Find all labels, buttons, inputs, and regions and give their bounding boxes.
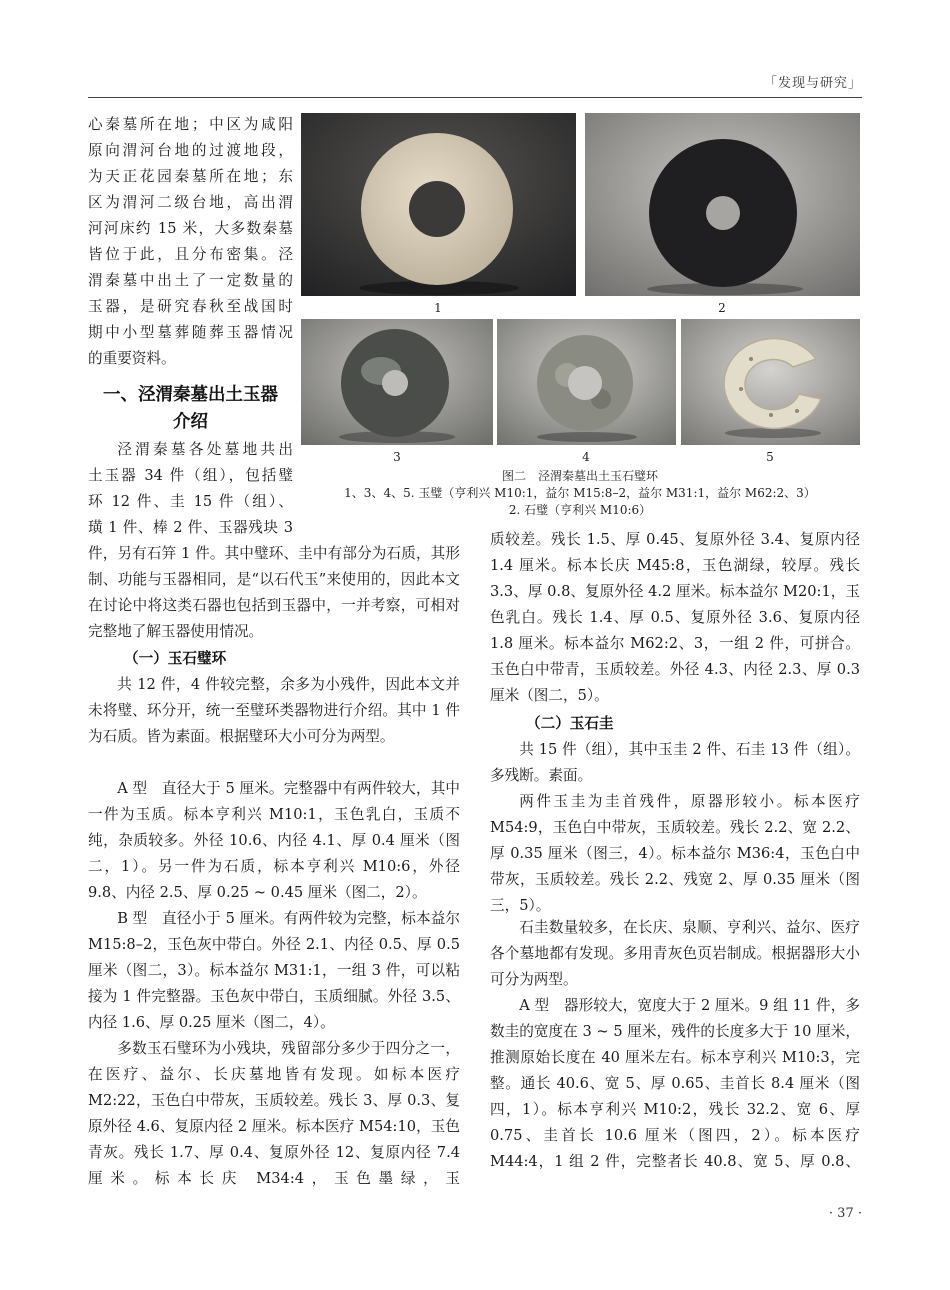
text-line: 期中小型墓葬随葬玉器情况 bbox=[88, 324, 293, 341]
figure-number-3: 3 bbox=[393, 450, 401, 464]
figure-number-4: 4 bbox=[582, 450, 590, 464]
text-line: 玉器，是研究春秋至战国时 bbox=[88, 298, 293, 315]
text-line: 环 12 件、圭 15 件（组）、 bbox=[88, 493, 293, 510]
header-section-label: 「发现与研究」 bbox=[763, 76, 862, 91]
text-line: 为天正花园秦墓所在地；东 bbox=[88, 168, 293, 185]
paragraph-8: 两件玉圭为圭首残件，原器形较小。标本医疗 M54:9，玉色白中带灰，玉质较差。残长 2.2、宽 2.2、厚 0.35 厘米（图三，4）。标本益尔 M36:4，玉色白中带灰，玉质较差。残长 2.2、残宽 2、厚 0.35 厘米（图三，5）。 bbox=[490, 793, 860, 914]
paragraph-3-type-a: A 型 直径大于 5 厘米。完整器中有两件较大，其中一件为玉质。标本亨利兴 M10:1，玉色乳白，玉质不纯，杂质较多。外径 10.6、内径 4.1、厚 0.4 厘米（图二，1）。另一件为石质，标本亨利兴 M10:6，外径 9.8、内径 2.5、厚 0.25 ~ 0.45 厘米（图二，2）。 bbox=[88, 780, 460, 901]
section-heading-line2: 介绍 bbox=[173, 412, 208, 432]
section-heading-line1: 一、泾渭秦墓出土玉器 bbox=[103, 385, 278, 405]
paragraph-4-type-b: B 型 直径小于 5 厘米。有两件较为完整，标本益尔 M15:8–2，玉色灰中带白。外径 2.1、内径 0.5、厚 0.5 厘米（图二，3）。标本益尔 M31:1，一组 3 件，可以粘接为 1 件完整器。玉色灰中带白，玉质细腻。外径 3.5、内径 1.6、厚 0.25 厘米（图二，4）。 bbox=[88, 910, 460, 1031]
photo-stone-bi-2 bbox=[585, 113, 860, 296]
subsection-heading-gui: （二）玉石圭 bbox=[526, 715, 614, 732]
text-line: 渭秦墓中出土了一定数量的 bbox=[88, 272, 293, 289]
subsection-heading-bi-huan: （一）玉石璧环 bbox=[124, 650, 227, 667]
paragraph-1-continued: 件，另有石笄 1 件。其中璧环、圭中有部分为石质，其形制、功能与玉器相同，是“以石代玉”来使用的，因此本文在讨论中将这类石器也包括到玉器中，一并考察，可相对完整地了解玉器使用情况。 bbox=[88, 545, 460, 640]
photo-jade-bi-4 bbox=[497, 319, 676, 445]
text-line: 河河床约 15 米，大多数秦墓 bbox=[88, 220, 293, 237]
figure-caption-line-1: 1、3、4、5. 玉璧（亨利兴 M10:1，益尔 M15:8–2，益尔 M31:1，益尔 M62:2、3） bbox=[344, 486, 816, 500]
text-line: 的重要资料。 bbox=[88, 350, 176, 367]
figure-number-2: 2 bbox=[718, 301, 726, 315]
figure-number-5: 5 bbox=[766, 450, 774, 464]
header-rule bbox=[88, 97, 862, 98]
text-line: 区为渭河二级台地，高出渭 bbox=[88, 194, 293, 211]
page-number: · 37 · bbox=[828, 1206, 862, 1221]
figure-caption-title: 图二 泾渭秦墓出土玉石璧环 bbox=[501, 469, 658, 483]
paragraph-2: 共 12 件，4 件较完整，余多为小残件，因此本文并未将璧、环分开，统一至璧环类器物进行介绍。其中 1 件为石质。皆为素面。根据璧环大小可分为两型。 bbox=[88, 676, 460, 745]
text-line: 璜 1 件、棒 2 件、玉器残块 3 bbox=[88, 519, 293, 536]
text-line: 皆位于此，且分布密集。泾 bbox=[88, 246, 293, 263]
text-line: 原向渭河台地的过渡地段， bbox=[88, 142, 293, 159]
paragraph-10-type-a: A 型 器形较大，宽度大于 2 厘米。9 组 11 件，多数圭的宽度在 3 ~ 5 厘米，残件的长度多大于 10 厘米，推测原始长度在 40 厘米左右。标本亨利兴 M10:3，完整。通长 40.6、宽 5、厚 0.65、圭首长 8.4 厘米（图四，1）。标本亨利兴 M10:2，残长 32.2、宽 6、厚 0.75、圭首长 10.6 厘米（图四，2）。标本医疗 M44:4，1 组 2 件，完整者长 40.8、宽 5、厚 0.8、 bbox=[490, 997, 860, 1170]
text-line: 心秦墓所在地；中区为咸阳 bbox=[88, 116, 293, 133]
text-line: 土玉器 34 件（组），包括璧 bbox=[88, 467, 293, 484]
paragraph-6-continued: 质较差。残长 1.5、厚 0.45、复原外径 3.4、复原内径 1.4 厘米。标本长庆 M45:8，玉色湖绿，较厚。残长 3.3、厚 0.8、复原外径 4.2 厘米。标本益尔 M20:1，玉色乳白。残长 1.4、厚 0.5、复原外径 3.6、复原内径 1.8 厘米。标本益尔 M62:2、3，一组 2 件，可拼合。玉色白中带青，玉质较差。外径 4.3、内径 2.3、厚 0.3 厘米（图二，5）。 bbox=[490, 531, 860, 704]
figure-number-1: 1 bbox=[434, 301, 442, 315]
figure-caption-line-2: 2. 石璧（亨利兴 M10:6） bbox=[508, 503, 652, 517]
paragraph-5-fragments: 多数玉石璧环为小残块，残留部分多少于四分之一，在医疗、益尔、长庆墓地皆有发现。如标本医疗 M2:22，玉色白中带灰，玉质较差。残长 3、厚 0.3、复原外径 4.6、复原内径 2 厘米。标本医疗 M54:10，玉色青灰。残长 1.7、厚 0.4、复原外径 12、复原内径 7.4 厘米。标本长庆 M34:4，玉色墨绿，玉 bbox=[88, 1040, 460, 1187]
paragraph-9: 石圭数量较多，在长庆、泉顺、亨利兴、益尔、医疗各个墓地都有发现。多用青灰色页岩制成。根据器形大小可分为两型。 bbox=[490, 919, 860, 988]
text-line: 泾渭秦墓各处墓地共出 bbox=[117, 441, 293, 458]
paragraph-7: 共 15 件（组），其中玉圭 2 件、石圭 13 件（组）。多残断。素面。 bbox=[490, 741, 860, 784]
photo-jade-bi-1 bbox=[301, 113, 576, 296]
photo-jade-bi-5 bbox=[681, 319, 860, 445]
photo-jade-bi-3 bbox=[301, 319, 493, 445]
